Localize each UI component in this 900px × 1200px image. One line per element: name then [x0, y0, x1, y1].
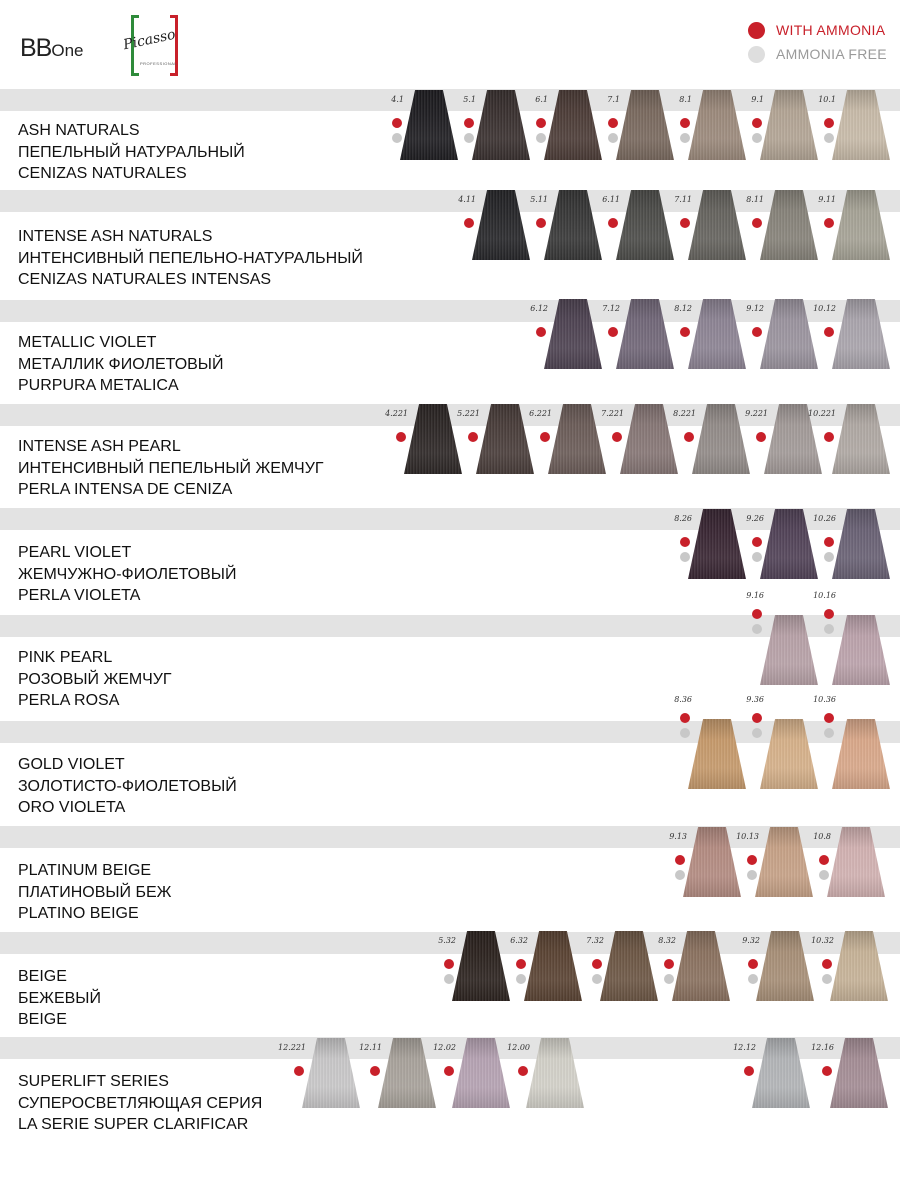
shade-code: 10.12 [813, 304, 836, 313]
section-title-es: CENIZAS NATURALES [18, 165, 187, 182]
shade-code: 10.221 [808, 409, 836, 418]
shade-code: 5.221 [457, 409, 480, 418]
section-title-es: PERLA VIOLETA [18, 587, 141, 604]
with-ammonia-dot-icon [444, 959, 454, 969]
ammonia-free-dot-icon [822, 974, 832, 984]
section-title-ru: СУПЕРОСВЕТЛЯЮЩАЯ СЕРИЯ [18, 1094, 263, 1112]
with-ammonia-dot-icon [748, 959, 758, 969]
hair-swatch [830, 931, 888, 1001]
section-title-pearl-violet [18, 542, 236, 607]
section-title-en: PEARL VIOLET [18, 544, 132, 561]
shade-code: 6.12 [530, 304, 548, 313]
with-ammonia-dot-icon [536, 327, 546, 337]
with-ammonia-dot-icon [444, 1066, 454, 1076]
hair-swatch [832, 615, 890, 685]
hair-swatch [832, 299, 890, 369]
section-title-pink-pearl [18, 647, 172, 712]
shade-code: 9.11 [818, 195, 836, 204]
legend [748, 18, 887, 66]
shade-code: 12.221 [278, 1043, 306, 1052]
shade-code: 12.12 [733, 1043, 756, 1052]
ammonia-free-dot-icon [824, 552, 834, 562]
ammonia-free-dot-icon [824, 133, 834, 143]
with-ammonia-dot-icon [824, 118, 834, 128]
with-ammonia-dot-icon [824, 218, 834, 228]
hair-swatch [688, 719, 746, 789]
with-ammonia-dot-icon [680, 713, 690, 723]
with-ammonia-dot-icon [752, 218, 762, 228]
with-ammonia-dot-icon [747, 855, 757, 865]
ammonia-free-dot-icon [592, 974, 602, 984]
section-title-gold-violet [18, 754, 237, 819]
ammonia-free-dot-icon [608, 133, 618, 143]
section-title-en: METALLIC VIOLET [18, 334, 157, 351]
ammonia-free-dot-icon [752, 133, 762, 143]
section-title-en: GOLD VIOLET [18, 756, 125, 773]
ammonia-free-dot-icon [680, 133, 690, 143]
section-title-ash-naturals [18, 120, 245, 185]
shade-code: 10.26 [813, 514, 836, 523]
with-ammonia-dot-icon [612, 432, 622, 442]
shade-code: 12.16 [811, 1043, 834, 1052]
with-ammonia-dot-icon [822, 1066, 832, 1076]
section-title-beige [18, 966, 101, 1031]
shade-code: 6.1 [535, 95, 548, 104]
with-ammonia-dot-icon [824, 609, 834, 619]
with-ammonia-dot-icon [516, 959, 526, 969]
ammonia-free-dot-icon [752, 624, 762, 634]
section-title-en: SUPERLIFT SERIES [18, 1073, 169, 1090]
section-title-intense-ash-naturals [18, 226, 363, 291]
ammonia-free-dot-icon [536, 133, 546, 143]
shade-code: 10.36 [813, 695, 836, 704]
section-title-es: LA SERIE SUPER CLARIFICAR [18, 1116, 249, 1133]
section-title-ru: МЕТАЛЛИК ФИОЛЕТОВЫЙ [18, 355, 224, 373]
ammonia-free-dot-icon [675, 870, 685, 880]
shade-code: 9.36 [746, 695, 764, 704]
with-ammonia-dot-icon [540, 432, 550, 442]
ammonia-free-dot-icon [819, 870, 829, 880]
shade-code: 8.36 [674, 695, 692, 704]
with-ammonia-dot-icon [680, 118, 690, 128]
section-title-es: CENIZAS NATURALES INTENSAS [18, 271, 272, 288]
section-title-platinum-beige [18, 860, 171, 925]
shade-code: 8.32 [658, 936, 676, 945]
with-ammonia-dot-icon [608, 327, 618, 337]
with-ammonia-dot-icon [752, 537, 762, 547]
grey-dot-icon [748, 46, 765, 63]
section-title-ru: БЕЖЕВЫЙ [18, 989, 101, 1007]
ammonia-free-dot-icon [664, 974, 674, 984]
with-ammonia-dot-icon [680, 218, 690, 228]
with-ammonia-dot-icon [824, 327, 834, 337]
shade-code: 9.221 [745, 409, 768, 418]
shade-code: 8.221 [673, 409, 696, 418]
with-ammonia-dot-icon [680, 327, 690, 337]
shade-code: 9.32 [742, 936, 760, 945]
shade-code: 7.11 [674, 195, 692, 204]
with-ammonia-dot-icon [608, 118, 618, 128]
hair-swatch [832, 719, 890, 789]
shade-code: 9.12 [746, 304, 764, 313]
with-ammonia-dot-icon [744, 1066, 754, 1076]
shade-code: 4.1 [391, 95, 404, 104]
shade-code: 8.11 [746, 195, 764, 204]
section-title-ru: ПЛАТИНОВЫЙ БЕЖ [18, 883, 172, 901]
section-title-ru: ЗОЛОТИСТО-ФИОЛЕТОВЫЙ [18, 777, 237, 795]
legend-with-ammonia: WITH AMMONIA [748, 18, 887, 42]
section-title-es: PERLA ROSA [18, 692, 120, 709]
with-ammonia-dot-icon [824, 432, 834, 442]
ammonia-free-dot-icon [824, 624, 834, 634]
picasso-logo: Picasso PROFESSIONAL [131, 15, 178, 76]
ammonia-free-dot-icon [680, 728, 690, 738]
with-ammonia-dot-icon [464, 118, 474, 128]
with-ammonia-dot-icon [536, 118, 546, 128]
section-title-ru: РОЗОВЫЙ ЖЕМЧУГ [18, 670, 172, 688]
with-ammonia-dot-icon [370, 1066, 380, 1076]
with-ammonia-dot-icon [824, 537, 834, 547]
with-ammonia-dot-icon [824, 713, 834, 723]
hair-swatch [832, 190, 890, 260]
ammonia-free-dot-icon [444, 974, 454, 984]
section-title-en: ASH NATURALS [18, 122, 140, 139]
section-title-metallic-violet [18, 332, 223, 397]
bbone-logo: BBOne [20, 34, 84, 62]
ammonia-free-dot-icon [748, 974, 758, 984]
section-title-en: INTENSE ASH PEARL [18, 438, 181, 455]
ammonia-free-dot-icon [752, 552, 762, 562]
with-ammonia-dot-icon [819, 855, 829, 865]
ammonia-free-dot-icon [824, 728, 834, 738]
shade-code: 7.221 [601, 409, 624, 418]
header [0, 0, 900, 90]
section-title-es: ORO VIOLETA [18, 799, 126, 816]
hair-swatch [832, 90, 890, 160]
shade-code: 10.32 [811, 936, 834, 945]
legend-ammonia-free: AMMONIA FREE [748, 42, 887, 66]
shade-code: 10.1 [818, 95, 836, 104]
shade-code: 6.221 [529, 409, 552, 418]
shade-code: 6.32 [510, 936, 528, 945]
shade-code: 9.1 [751, 95, 764, 104]
with-ammonia-dot-icon [294, 1066, 304, 1076]
ammonia-free-dot-icon [752, 728, 762, 738]
section-title-ru: ПЕПЕЛЬНЫЙ НАТУРАЛЬНЫЙ [18, 143, 245, 161]
shade-code: 8.12 [674, 304, 692, 313]
red-dot-icon [748, 22, 765, 39]
shade-code: 9.16 [746, 591, 764, 600]
shade-code: 12.00 [507, 1043, 530, 1052]
with-ammonia-dot-icon [675, 855, 685, 865]
hair-swatch [526, 1038, 584, 1108]
with-ammonia-dot-icon [396, 432, 406, 442]
shade-code: 10.13 [736, 832, 759, 841]
shade-code: 12.02 [433, 1043, 456, 1052]
shade-code: 4.221 [385, 409, 408, 418]
with-ammonia-dot-icon [684, 432, 694, 442]
shade-code: 10.8 [813, 832, 831, 841]
ammonia-free-dot-icon [516, 974, 526, 984]
shade-code: 5.11 [530, 195, 548, 204]
ammonia-free-dot-icon [747, 870, 757, 880]
section-title-en: PINK PEARL [18, 649, 113, 666]
with-ammonia-dot-icon [592, 959, 602, 969]
with-ammonia-dot-icon [752, 713, 762, 723]
shade-code: 7.12 [602, 304, 620, 313]
section-title-es: PLATINO BEIGE [18, 905, 139, 922]
section-title-en: INTENSE ASH NATURALS [18, 228, 213, 245]
section-title-ru: ИНТЕНСИВНЫЙ ПЕПЕЛЬНО-НАТУРАЛЬНЫЙ [18, 249, 363, 267]
with-ammonia-dot-icon [468, 432, 478, 442]
ammonia-free-dot-icon [464, 133, 474, 143]
section-title-intense-ash-pearl [18, 436, 324, 501]
with-ammonia-dot-icon [608, 218, 618, 228]
section-title-en: BEIGE [18, 968, 67, 985]
section-title-es: PURPURA METALICA [18, 377, 179, 394]
shade-code: 7.1 [607, 95, 620, 104]
shade-code: 7.32 [586, 936, 604, 945]
shade-code: 4.11 [458, 195, 476, 204]
section-title-es: BEIGE [18, 1011, 67, 1028]
shade-code: 9.26 [746, 514, 764, 523]
section-title-superlift-series [18, 1071, 262, 1136]
with-ammonia-dot-icon [822, 959, 832, 969]
hair-swatch [832, 509, 890, 579]
shade-code: 5.32 [438, 936, 456, 945]
with-ammonia-dot-icon [756, 432, 766, 442]
with-ammonia-dot-icon [752, 609, 762, 619]
with-ammonia-dot-icon [680, 537, 690, 547]
hair-swatch [760, 719, 818, 789]
section-title-ru: ЖЕМЧУЖНО-ФИОЛЕТОВЫЙ [18, 565, 237, 583]
shade-code: 8.26 [674, 514, 692, 523]
with-ammonia-dot-icon [536, 218, 546, 228]
hair-swatch [830, 1038, 888, 1108]
hair-swatch [827, 827, 885, 897]
section-title-en: PLATINUM BEIGE [18, 862, 152, 879]
shade-code: 6.11 [602, 195, 620, 204]
shade-code: 10.16 [813, 591, 836, 600]
ammonia-free-dot-icon [392, 133, 402, 143]
with-ammonia-dot-icon [518, 1066, 528, 1076]
shade-code: 9.13 [669, 832, 687, 841]
with-ammonia-dot-icon [752, 327, 762, 337]
shade-code: 8.1 [679, 95, 692, 104]
shade-code: 12.11 [359, 1043, 382, 1052]
with-ammonia-dot-icon [392, 118, 402, 128]
ammonia-free-dot-icon [680, 552, 690, 562]
with-ammonia-dot-icon [752, 118, 762, 128]
section-title-ru: ИНТЕНСИВНЫЙ ПЕПЕЛЬНЫЙ ЖЕМЧУГ [18, 459, 324, 477]
with-ammonia-dot-icon [464, 218, 474, 228]
section-title-es: PERLA INTENSA DE CENIZA [18, 481, 233, 498]
shade-code: 5.1 [463, 95, 476, 104]
hair-swatch [760, 615, 818, 685]
with-ammonia-dot-icon [664, 959, 674, 969]
hair-swatch [832, 404, 890, 474]
